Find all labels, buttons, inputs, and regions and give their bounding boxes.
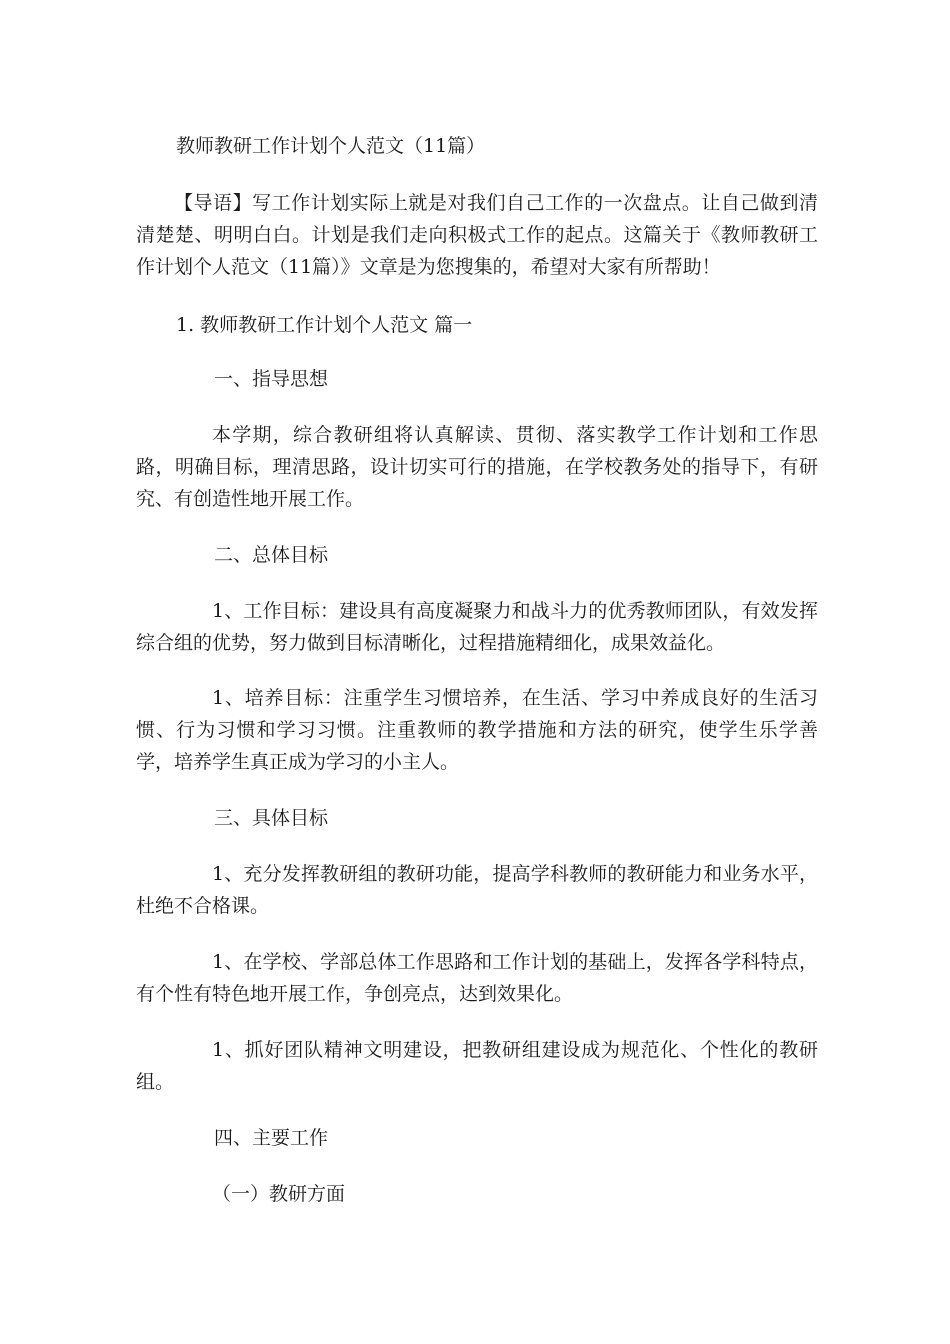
paragraph-guiding-ideology: 本学期，综合教研组将认真解读、贯彻、落实教学工作计划和工作思路，明确目标，理清思路，设计切实可行的措施，在学校教务处的指导下，有研究、有创造性地开展工作。 <box>136 424 818 510</box>
paragraph-training-goal: 1、培养目标：注重学生习惯培养，在生活、学习中养成良好的生活习惯、行为习惯和学习习惯。注重教师的教学措施和方法的研究，使学生乐学善学，培养学生真正成为学习的小主人。 <box>136 687 818 773</box>
paragraph-specific-goal-2: 1、在学校、学部总体工作思路和工作计划的基础上，发挥各学科特点，有个性有特色地开展工作，争创亮点，达到效果化。 <box>136 951 818 1005</box>
heading-specific-goals: 三、具体目标 <box>214 807 329 829</box>
document-title: 教师教研工作计划个人范文（11篇） <box>176 135 486 157</box>
section-heading: 1. 教师教研工作计划个人范文 篇一 <box>176 314 473 336</box>
intro-paragraph: 【导语】写工作计划实际上就是对我们自己工作的一次盘点。让自己做到清清楚楚、明明白白。计划是我们走向积极式工作的起点。这篇关于《教师教研工作计划个人范文（11篇）》文章是为您搜集的，希望对大家有所帮助！ <box>136 192 818 278</box>
paragraph-specific-goal-3: 1、抓好团队精神文明建设，把教研组建设成为规范化、个性化的教研组。 <box>136 1039 818 1093</box>
paragraph-specific-goal-1: 1、充分发挥教研组的教研功能，提高学科教师的教研能力和业务水平，杜绝不合格课。 <box>136 863 818 917</box>
heading-guiding-ideology: 一、指导思想 <box>214 368 329 390</box>
heading-main-work: 四、主要工作 <box>214 1127 329 1149</box>
heading-overall-goals: 二、总体目标 <box>214 544 329 566</box>
paragraph-work-goal: 1、工作目标：建设具有高度凝聚力和战斗力的优秀教师团队，有效发挥综合组的优势，努力做到目标清晰化，过程措施精细化，成果效益化。 <box>136 600 818 654</box>
subheading-research: （一）教研方面 <box>212 1183 346 1205</box>
